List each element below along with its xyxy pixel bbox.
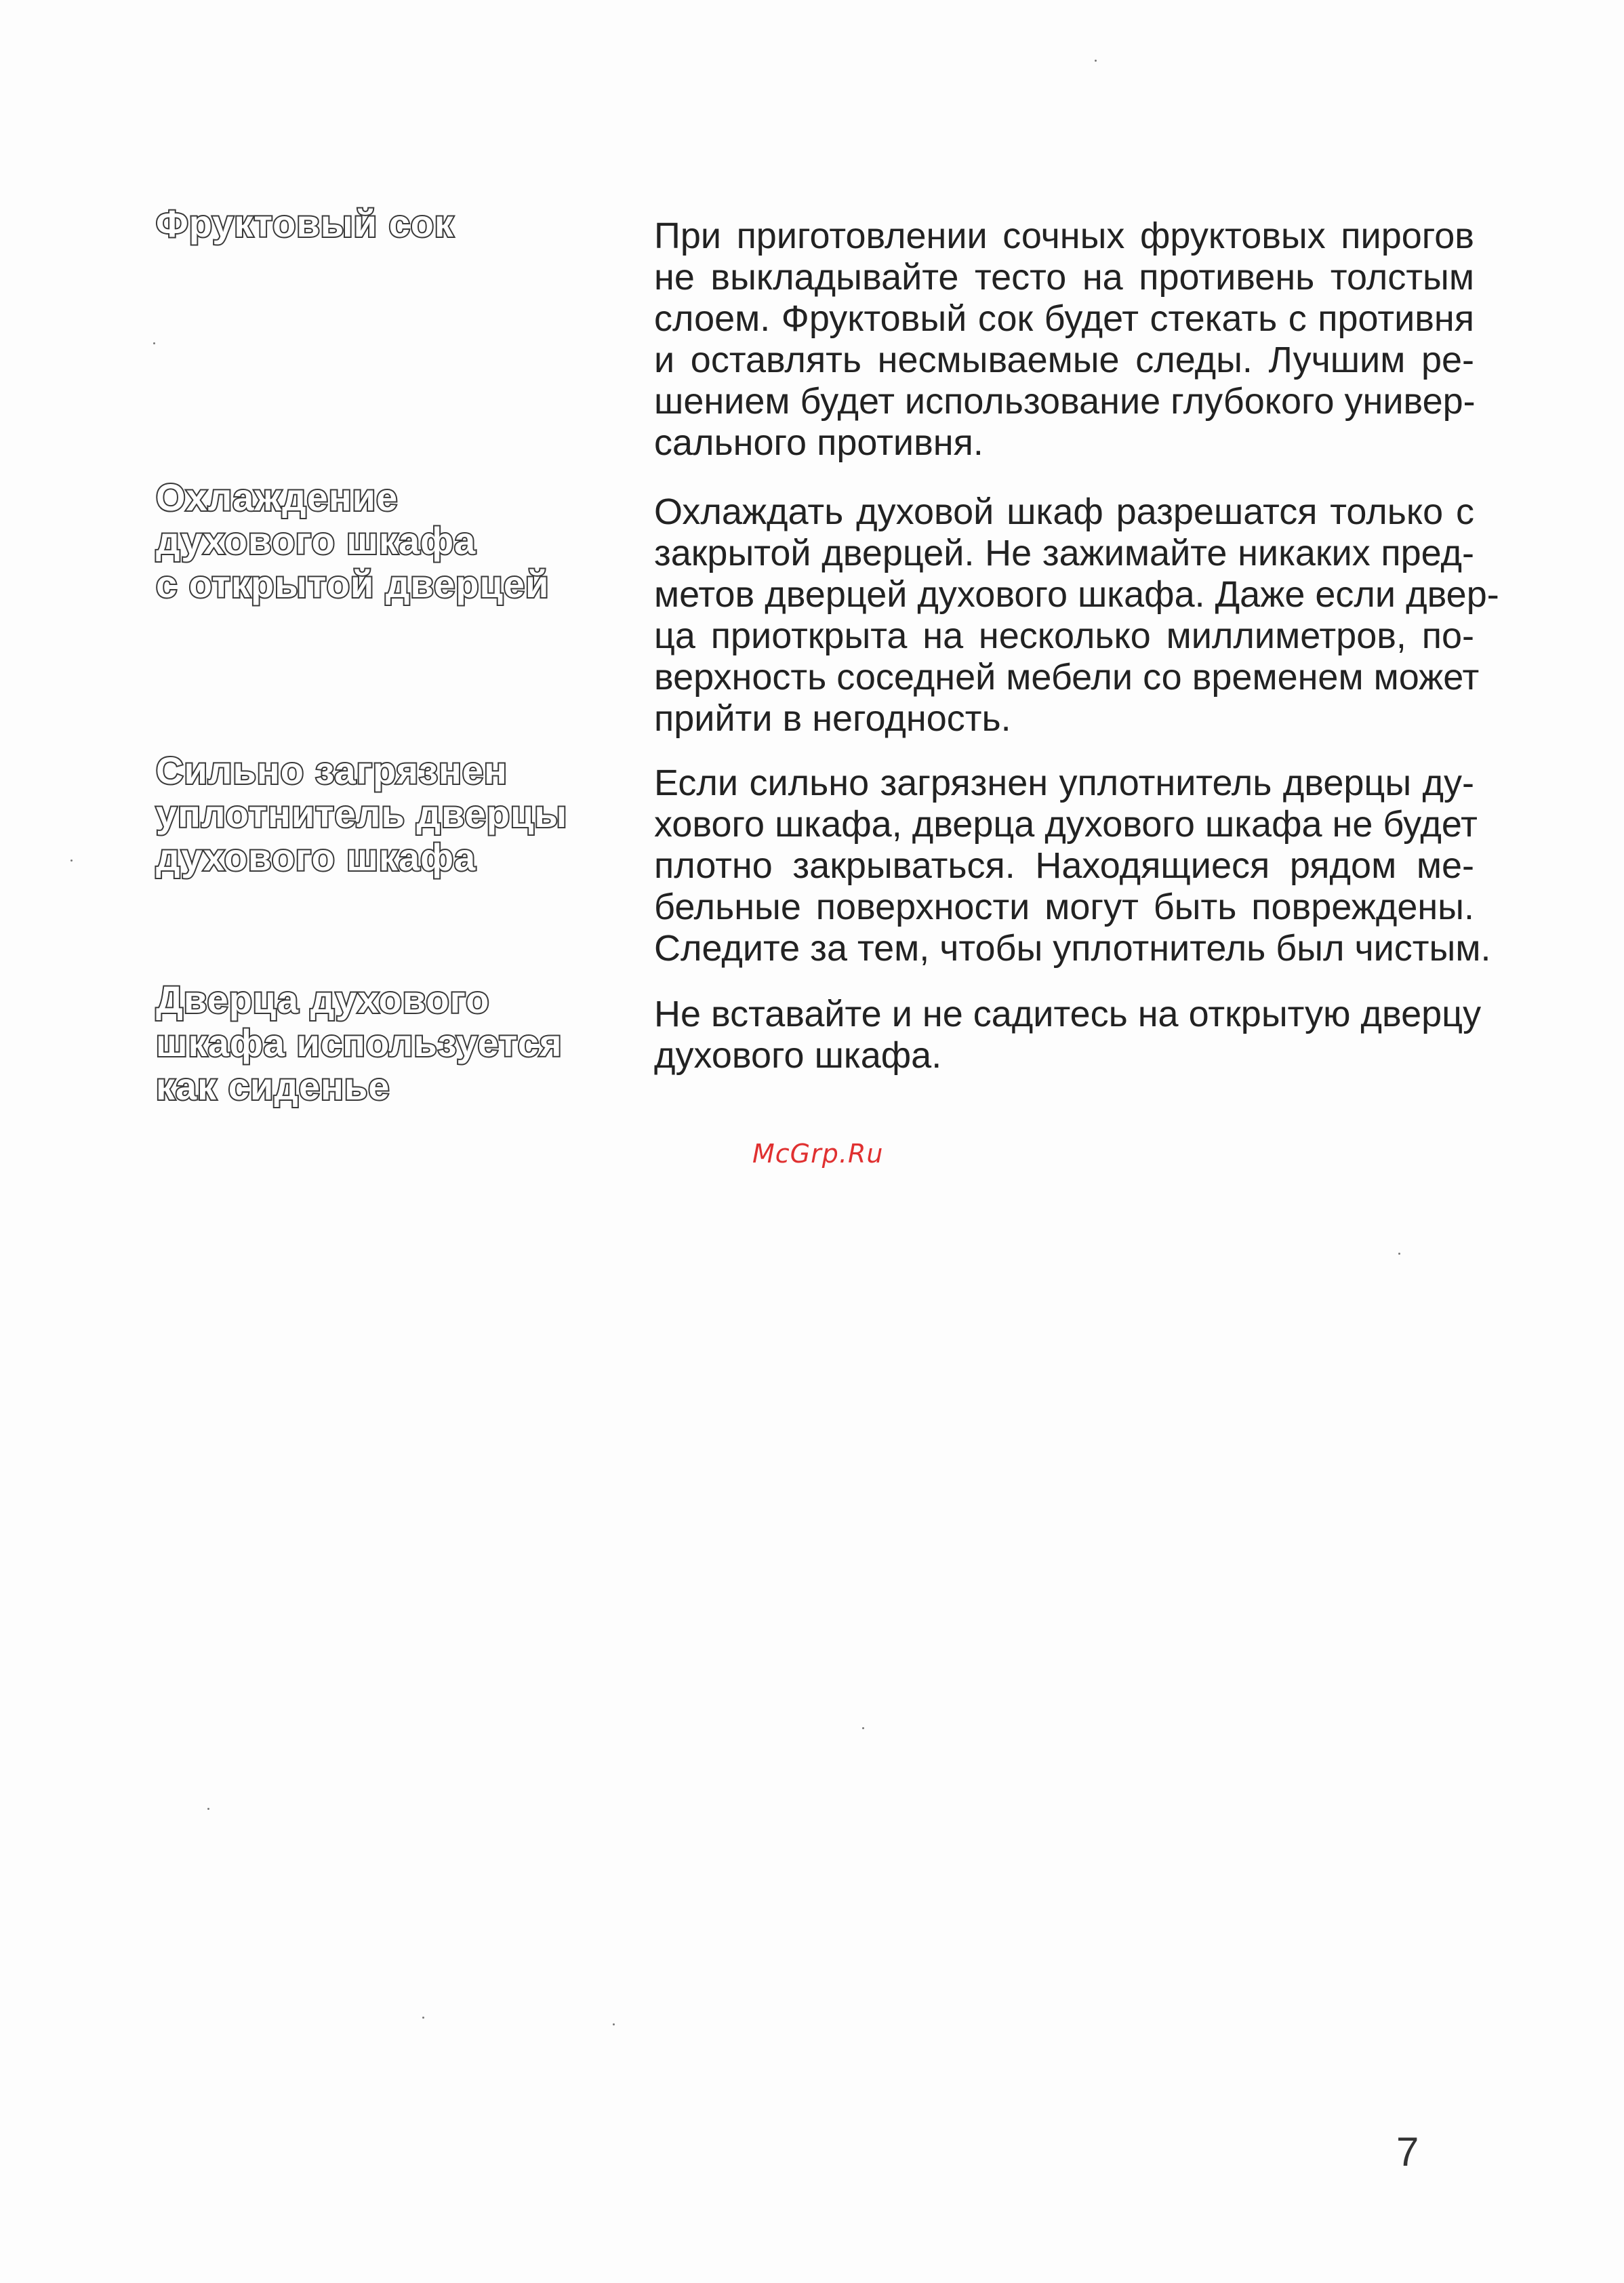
scan-speck — [1095, 60, 1097, 62]
body-line: шением будет использование глубокого универ- — [654, 381, 1476, 422]
body-line: метов дверцей духового шкафа. Даже если двер- — [654, 574, 1499, 615]
body-line: не выкладывайте тесто на противень толстым — [654, 257, 1474, 298]
heading-line: Сильно загрязнен — [156, 749, 508, 792]
body-line: хового шкафа, дверца духового шкафа не будет — [654, 804, 1478, 845]
body-line: Не вставайте и не садитесь на открытую дверцу — [654, 994, 1482, 1034]
body-line: Если сильно загрязнен уплотнитель дверцы ду- — [654, 763, 1474, 803]
heading-line: Дверца духового — [156, 978, 490, 1021]
heading-line: духового шкафа — [156, 519, 476, 562]
watermark: McGrp.Ru — [752, 1139, 884, 1169]
heading-line: как сиденье — [156, 1065, 390, 1108]
body-line: духового шкафа. — [654, 1035, 942, 1076]
page-number: 7 — [1396, 2129, 1419, 2175]
heading-line: уплотнитель дверцы — [156, 792, 568, 835]
section-heading-cooling — [156, 476, 590, 606]
section-body-cooling — [654, 491, 1499, 740]
heading-line: шкафа используется — [156, 1022, 563, 1064]
body-line: сального противня. — [654, 422, 983, 463]
body-line: Следите за тем, чтобы уплотнитель был чистым. — [654, 928, 1491, 969]
scan-speck — [153, 342, 155, 344]
body-line: и оставлять несмываемые следы. Лучшим ре- — [654, 340, 1474, 380]
heading-line: с открытой дверцей — [156, 563, 550, 605]
body-line: бельные поверхности могут быть повреждены. — [654, 887, 1474, 927]
heading-line: духового шкафа — [156, 836, 476, 878]
section-body-door-as-seat — [654, 994, 1482, 1076]
scan-speck — [862, 1727, 864, 1729]
scan-speck — [613, 2023, 615, 2025]
section-body-dirty-seal — [654, 763, 1491, 969]
section-heading-dirty-seal — [156, 749, 590, 879]
body-line: слоем. Фруктовый сок будет стекать с противня — [654, 298, 1474, 339]
body-line: плотно закрываться. Находящиеся рядом ме- — [654, 845, 1474, 886]
body-line: закрытой дверцей. Не зажимайте никаких пред- — [654, 533, 1474, 573]
body-line: прийти в негодность. — [654, 698, 1011, 739]
body-line: верхность соседней мебели со временем может — [654, 657, 1480, 698]
heading-line: Охлаждение — [156, 476, 399, 519]
section-heading-fruit-juice — [156, 202, 590, 245]
body-line: ца приоткрыта на несколько миллиметров, по- — [654, 615, 1474, 656]
section-heading-door-as-seat — [156, 978, 590, 1108]
section-body-fruit-juice — [654, 216, 1474, 464]
body-line: При приготовлении сочных фруктовых пирогов — [654, 216, 1474, 256]
scan-speck — [207, 1808, 209, 1810]
scan-speck — [1398, 1253, 1400, 1255]
body-line: Охлаждать духовой шкаф разрешатся только с — [654, 491, 1474, 532]
heading-line: Фруктовый сок — [156, 202, 454, 245]
scan-speck — [422, 2017, 424, 2019]
scan-speck — [70, 860, 73, 862]
